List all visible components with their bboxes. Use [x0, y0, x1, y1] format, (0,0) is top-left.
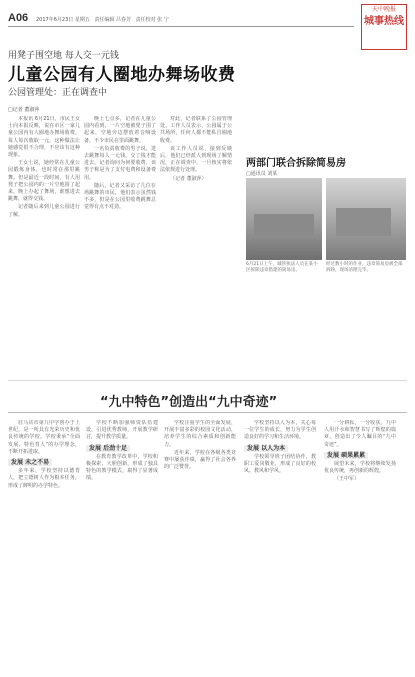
feature-column-3	[164, 420, 236, 670]
paragraph: 记者随后来到儿童公园进行了解。	[8, 204, 80, 218]
issue-date: 2017年6月23日 星期五	[36, 17, 90, 23]
feature-subhead: 发展 未之不易	[8, 459, 52, 466]
feature-column-5	[324, 420, 396, 670]
paragraph: 学校注重学生的全面发展，开展丰富多彩的校园文化活动，培养学生的综合素质和创新能力。	[164, 420, 236, 448]
paragraph: 一分耕耘，一分收获。九中人用汗水和智慧书写了辉煌的篇章，创造出了令人瞩目的“九中奇迹”。	[324, 420, 396, 448]
paragraph: 近年来，学校在各级各类竞赛中屡获佳绩，赢得了社会各界的广泛赞誉。	[164, 449, 236, 471]
article-kicker: 用凳子围空地 每人交一元钱	[8, 51, 119, 61]
feature-subhead: 发展 硕果累累	[324, 452, 368, 459]
logo-section-name: 城事热线	[364, 16, 404, 27]
designer-credit: 责任校对 张 宁	[135, 17, 169, 23]
paragraph: 王女士说，她经常在儿童公园锻炼身体，也时常在那里跳舞。但是最近一段时间，有人用凳子把公园内的一片空地围了起来，晚上办起了舞场，谁想进去跳舞，就得交钱。	[8, 160, 80, 203]
paragraph: 本报讯 6月21日，市民王女士向本报反映，说在市区一家儿童公园内有人圈地办舞场收费。每人每次收取一元，这种做法让她感觉很不合理，不应该有这种现象。	[8, 116, 80, 159]
section-logo	[361, 4, 407, 50]
logo-newspaper-name: 天中晚报	[371, 6, 396, 13]
news-photo-site	[326, 178, 406, 260]
article-headline: 儿童公园有人圈地办舞场收费	[8, 65, 236, 85]
feature-headline: “九中特色”创造出“九中奇迹”	[100, 395, 278, 410]
paragraph: （记者 董淑萍）	[170, 175, 207, 182]
paragraph: （王中军）	[334, 476, 360, 483]
article-subhead: 公园管理处：正在调查中	[8, 88, 108, 98]
feature-column-4	[244, 420, 316, 670]
article-column-1	[8, 116, 80, 370]
feature-subhead: 发展 后劲十足	[86, 445, 130, 452]
page-header	[8, 4, 407, 46]
paragraph: 驻马店市第九中学创办于上世纪，是一所具有光荣历史和优良传统的学校。学校秉承“全面发展、特色育人”的办学理念，不断开拓进取。	[8, 420, 80, 455]
paragraph: 多年来，学校坚持以德育人，把立德树人作为根本任务，形成了鲜明的办学特色。	[8, 468, 80, 489]
paragraph: 该工作人员说，接到反映后，他们已经派人到现场了解情况，正在调查中，一旦核实将依法依规进行处理。	[160, 145, 232, 174]
article-byline: □记者 董淑萍	[8, 107, 40, 113]
paragraph: 学校坚持以人为本，关心每一位学生的成长，努力为学生创造良好的学习和生活环境。	[244, 420, 316, 441]
paragraph: 随后，记者又采访了几位在场跳舞的市民，他们表示虽然钱不多，但是在公园里收费跳舞总觉得有点不对劲。	[84, 182, 156, 211]
paragraph: 在教育教学改革中，学校积极探索，大胆创新，形成了独具特色的教学模式，取得了显著成绩。	[86, 453, 158, 482]
article-column-3	[160, 116, 232, 301]
paragraph: 一名负责收费的男子说，进去跳舞每人一元钱，交了钱才能进去。记者询问为何要收费，该男子称是为了支付电费和设备费用。	[84, 145, 156, 181]
paragraph: 晚上七点多，记者在儿童公园内看到，一片空地被凳子围了起来，空地旁边摆放着音响设备，不少市民在里面跳舞。	[84, 116, 156, 144]
paragraph: 对此，记者联系了公园管理处。工作人员表示，公园属于公共场所，任何人都不能私自圈地收费。	[160, 116, 232, 144]
section-divider	[8, 380, 407, 381]
article-column-2	[84, 116, 156, 370]
sidebar-byline: □通讯员 刘某	[246, 171, 278, 177]
paragraph: 展望未来，学校将继续发扬优良传统，再创新的辉煌。	[324, 461, 396, 475]
page-number: A06	[8, 12, 29, 24]
header-divider	[8, 26, 354, 27]
sidebar-title: 两部门联合拆除简易房	[246, 158, 346, 169]
photo-caption: 经过数小时的作业，违章简易房被全部拆除，现场清理完毕。	[326, 262, 403, 273]
page-meta	[36, 16, 172, 23]
feature-divider	[8, 412, 407, 413]
news-photo-demolition	[246, 178, 322, 260]
editor-credit: 责任编辑 吕春芳	[94, 17, 132, 23]
feature-column-1	[8, 420, 80, 670]
feature-column-2	[86, 420, 158, 670]
feature-subhead: 发展 以人为本	[244, 445, 288, 452]
paragraph: 学校不断加强师资队伍建设，引进优秀教师，开展教学研讨，提升教学质量。	[86, 420, 158, 441]
paragraph: 学校领导班子团结协作，教职工爱岗敬业，形成了良好的校风、教风和学风。	[244, 453, 316, 475]
photo-caption: 6月21日上午，城管执法人员在某小区拆除违章搭建的简易房。	[246, 262, 318, 273]
